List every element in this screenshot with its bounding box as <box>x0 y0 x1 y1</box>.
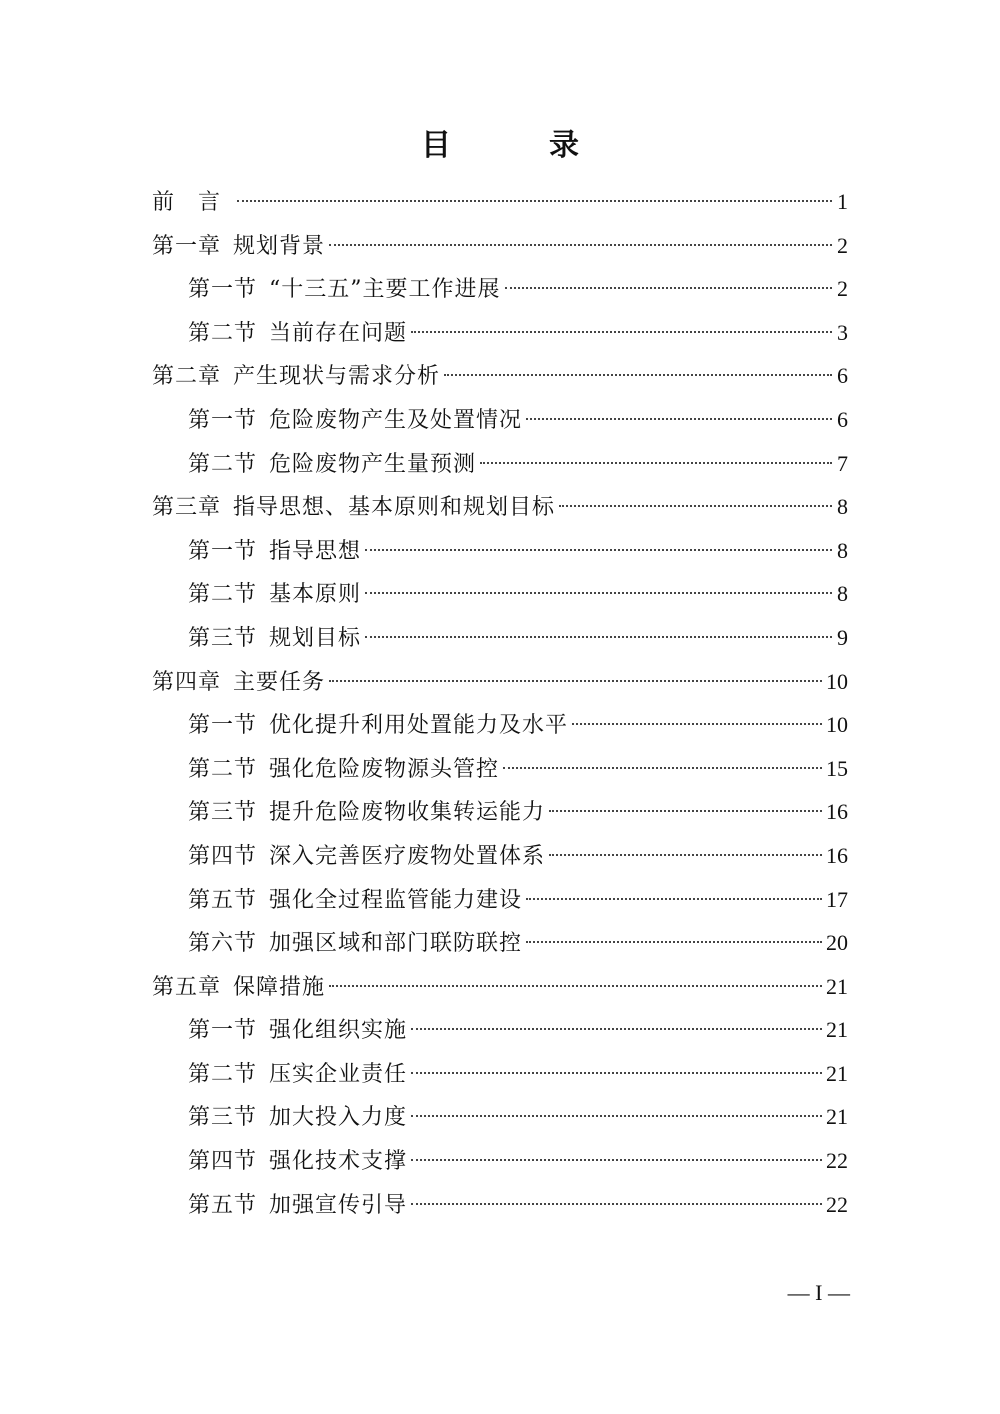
toc-entry-title: 优化提升利用处置能力及水平 <box>269 713 569 739</box>
toc-entry-prefix: 第五节 <box>188 887 258 913</box>
toc-entry-prefix: 第三节 <box>188 1105 258 1131</box>
toc-entry-title: 保障措施 <box>233 974 326 1000</box>
toc-page-number: 20 <box>826 930 848 956</box>
toc-entry-prefix: 第四章 <box>152 669 222 695</box>
toc-page-number: 16 <box>826 842 848 868</box>
toc-entry-label <box>188 704 568 748</box>
dot-leader <box>411 1028 822 1030</box>
toc-entry-title: 加大投入力度 <box>269 1105 408 1131</box>
toc-page-number: 8 <box>837 581 848 607</box>
toc-page-number: 10 <box>826 712 848 738</box>
dot-leader <box>526 941 822 943</box>
toc-entry-prefix: 第一节 <box>188 713 258 739</box>
toc-entry-label <box>188 268 501 312</box>
toc-page-number: 9 <box>837 624 848 650</box>
toc-entry-label <box>152 486 555 530</box>
toc-page-number: 7 <box>837 450 848 476</box>
toc-entry-label <box>188 443 476 487</box>
toc-page-number: 1 <box>837 189 848 214</box>
toc-entry-prefix: 第二节 <box>188 756 258 782</box>
dot-leader <box>444 374 832 376</box>
toc-entry-prefix: 第五节 <box>188 1192 258 1218</box>
toc-entry-title: 基本原则 <box>269 582 362 608</box>
toc-entry-label <box>188 1009 407 1053</box>
toc-entry-prefix: 第二节 <box>188 582 258 608</box>
toc-entry-prefix: 第一节 <box>188 1018 258 1044</box>
dot-leader <box>365 636 832 638</box>
toc-entry-prefix: 第三节 <box>188 800 258 826</box>
dot-leader <box>411 1072 822 1074</box>
toc-page-number: 6 <box>837 363 848 389</box>
dot-leader <box>480 462 832 464</box>
toc-entry-title: 加强区域和部门联防联控 <box>269 931 523 957</box>
toc-entry-prefix: 前 言 <box>152 190 222 215</box>
toc-entry-title: 指导思想、基本原则和规划目标 <box>233 495 556 521</box>
toc-entry-label <box>152 355 440 399</box>
toc-page-number: 22 <box>826 1148 848 1174</box>
toc-section-entry[interactable] <box>152 1052 848 1096</box>
toc-entry-prefix: 第三章 <box>152 495 222 521</box>
dot-leader <box>329 244 832 246</box>
toc-entry-prefix: 第三节 <box>188 625 258 651</box>
toc-chapter-entry[interactable] <box>152 485 848 529</box>
toc-page-number: 2 <box>837 232 848 258</box>
toc-entry-title: 加强宣传引导 <box>269 1192 408 1218</box>
toc-entry-title: 强化技术支撑 <box>269 1149 408 1175</box>
toc-section-entry[interactable] <box>152 834 848 878</box>
toc-entry-label <box>188 617 361 661</box>
toc-entry-title: 提升危险废物收集转运能力 <box>269 800 546 826</box>
toc-page-number: 16 <box>826 799 848 825</box>
toc-entry-label <box>188 399 522 443</box>
toc-page-number: 6 <box>837 406 848 432</box>
dot-leader <box>559 505 832 507</box>
dot-leader <box>365 549 832 551</box>
toc-chapter-entry[interactable] <box>152 965 848 1009</box>
toc-entry-label <box>152 225 325 269</box>
toc-entry-label <box>188 530 361 574</box>
dot-leader <box>365 592 832 594</box>
toc-page-number: 3 <box>837 319 848 345</box>
toc-section-entry[interactable] <box>152 572 848 616</box>
toc-entry-title: 规划目标 <box>269 625 362 651</box>
toc-entry-title: 危险废物产生及处置情况 <box>269 407 523 433</box>
toc-section-entry[interactable] <box>152 529 848 573</box>
toc-entry-title: 主要任务 <box>233 669 326 695</box>
dot-leader <box>526 898 822 900</box>
toc-entry-label <box>188 791 545 835</box>
toc-section-entry[interactable] <box>152 921 848 965</box>
dot-leader <box>549 854 822 856</box>
toc-entry-label <box>188 1053 407 1097</box>
footer-page-number: — I — <box>787 1280 850 1305</box>
toc-section-entry[interactable] <box>152 267 848 311</box>
dot-leader <box>411 331 832 333</box>
toc-section-entry[interactable] <box>152 878 848 922</box>
toc-entry-label <box>188 312 407 356</box>
toc-entry-label <box>188 1096 407 1140</box>
toc-section-entry[interactable] <box>152 703 848 747</box>
dot-leader <box>329 985 822 987</box>
toc-entry-prefix: 第四节 <box>188 843 258 869</box>
toc-page-number: 21 <box>826 1017 848 1043</box>
toc-entry-prefix: 第二章 <box>152 364 222 390</box>
toc-page-number: 17 <box>826 886 848 912</box>
toc-entry-title: “十三五”主要工作进展 <box>269 277 501 303</box>
toc-section-entry[interactable] <box>152 1183 848 1227</box>
toc-section-entry[interactable] <box>152 442 848 486</box>
dot-leader <box>503 767 822 769</box>
toc-entry-label <box>188 1140 407 1184</box>
dot-leader <box>549 810 822 812</box>
toc-section-entry[interactable] <box>152 1095 848 1139</box>
toc-page-number: 8 <box>837 537 848 563</box>
toc-entry-title: 压实企业责任 <box>269 1061 408 1087</box>
toc-section-entry[interactable] <box>152 311 848 355</box>
toc-entry-title: 强化组织实施 <box>269 1018 408 1044</box>
toc-entry-title: 强化全过程监管能力建设 <box>269 887 523 913</box>
dot-leader <box>572 723 822 725</box>
dot-leader <box>505 287 832 289</box>
toc-entry-label <box>152 181 233 225</box>
toc-section-entry[interactable] <box>152 1008 848 1052</box>
dot-leader <box>411 1203 822 1205</box>
toc-entry-prefix: 第二节 <box>188 320 258 346</box>
toc-entry-title: 强化危险废物源头管控 <box>269 756 500 782</box>
dot-leader <box>411 1115 822 1117</box>
toc-section-entry[interactable] <box>152 747 848 791</box>
toc-entry-label <box>188 835 545 879</box>
toc-entry-prefix: 第一节 <box>188 277 258 303</box>
toc-chapter-entry[interactable] <box>152 354 848 398</box>
toc-entry-label <box>188 573 361 617</box>
toc-entry-prefix: 第二节 <box>188 1061 258 1087</box>
toc-entry-prefix: 第一节 <box>188 407 258 433</box>
page-title: 目 录 <box>421 128 613 163</box>
toc-entry-label <box>188 748 499 792</box>
dot-leader <box>526 418 832 420</box>
toc-page-number: 21 <box>826 973 848 999</box>
toc-entry-prefix: 第一章 <box>152 233 222 259</box>
toc-entry-prefix: 第二节 <box>188 451 258 477</box>
toc-entry-label <box>188 1184 407 1228</box>
toc-page-number: 21 <box>826 1060 848 1086</box>
toc-entry-label <box>152 661 325 705</box>
toc-entry-label <box>188 922 522 966</box>
dot-leader <box>237 200 832 202</box>
toc-chapter-entry[interactable] <box>152 660 848 704</box>
toc-page-number: 2 <box>837 276 848 302</box>
toc-page-number: 10 <box>826 668 848 694</box>
toc-entry-title: 当前存在问题 <box>269 320 408 346</box>
toc-entry-title: 规划背景 <box>233 233 326 259</box>
toc-chapter-entry[interactable] <box>152 224 848 268</box>
toc-entry-label <box>188 879 522 923</box>
table-of-contents <box>152 180 848 1226</box>
toc-page-number: 21 <box>826 1104 848 1130</box>
toc-section-entry[interactable] <box>152 616 848 660</box>
toc-entry-title: 指导思想 <box>269 538 362 564</box>
toc-entry-prefix: 第六节 <box>188 931 258 957</box>
toc-page-number: 15 <box>826 755 848 781</box>
toc-page-number: 22 <box>826 1191 848 1217</box>
toc-entry-prefix: 第四节 <box>188 1149 258 1175</box>
toc-section-entry[interactable] <box>152 790 848 834</box>
dot-leader <box>411 1159 822 1161</box>
dot-leader <box>329 680 822 682</box>
toc-page-number: 8 <box>837 494 848 520</box>
toc-entry-title: 产生现状与需求分析 <box>233 364 441 390</box>
toc-entry-title: 危险废物产生量预测 <box>269 451 477 477</box>
toc-entry-label <box>152 966 325 1010</box>
toc-entry-prefix: 第五章 <box>152 974 222 1000</box>
toc-chapter-entry[interactable] <box>152 180 848 224</box>
toc-section-entry[interactable] <box>152 1139 848 1183</box>
toc-entry-prefix: 第一节 <box>188 538 258 564</box>
toc-entry-title: 深入完善医疗废物处置体系 <box>269 843 546 869</box>
toc-section-entry[interactable] <box>152 398 848 442</box>
